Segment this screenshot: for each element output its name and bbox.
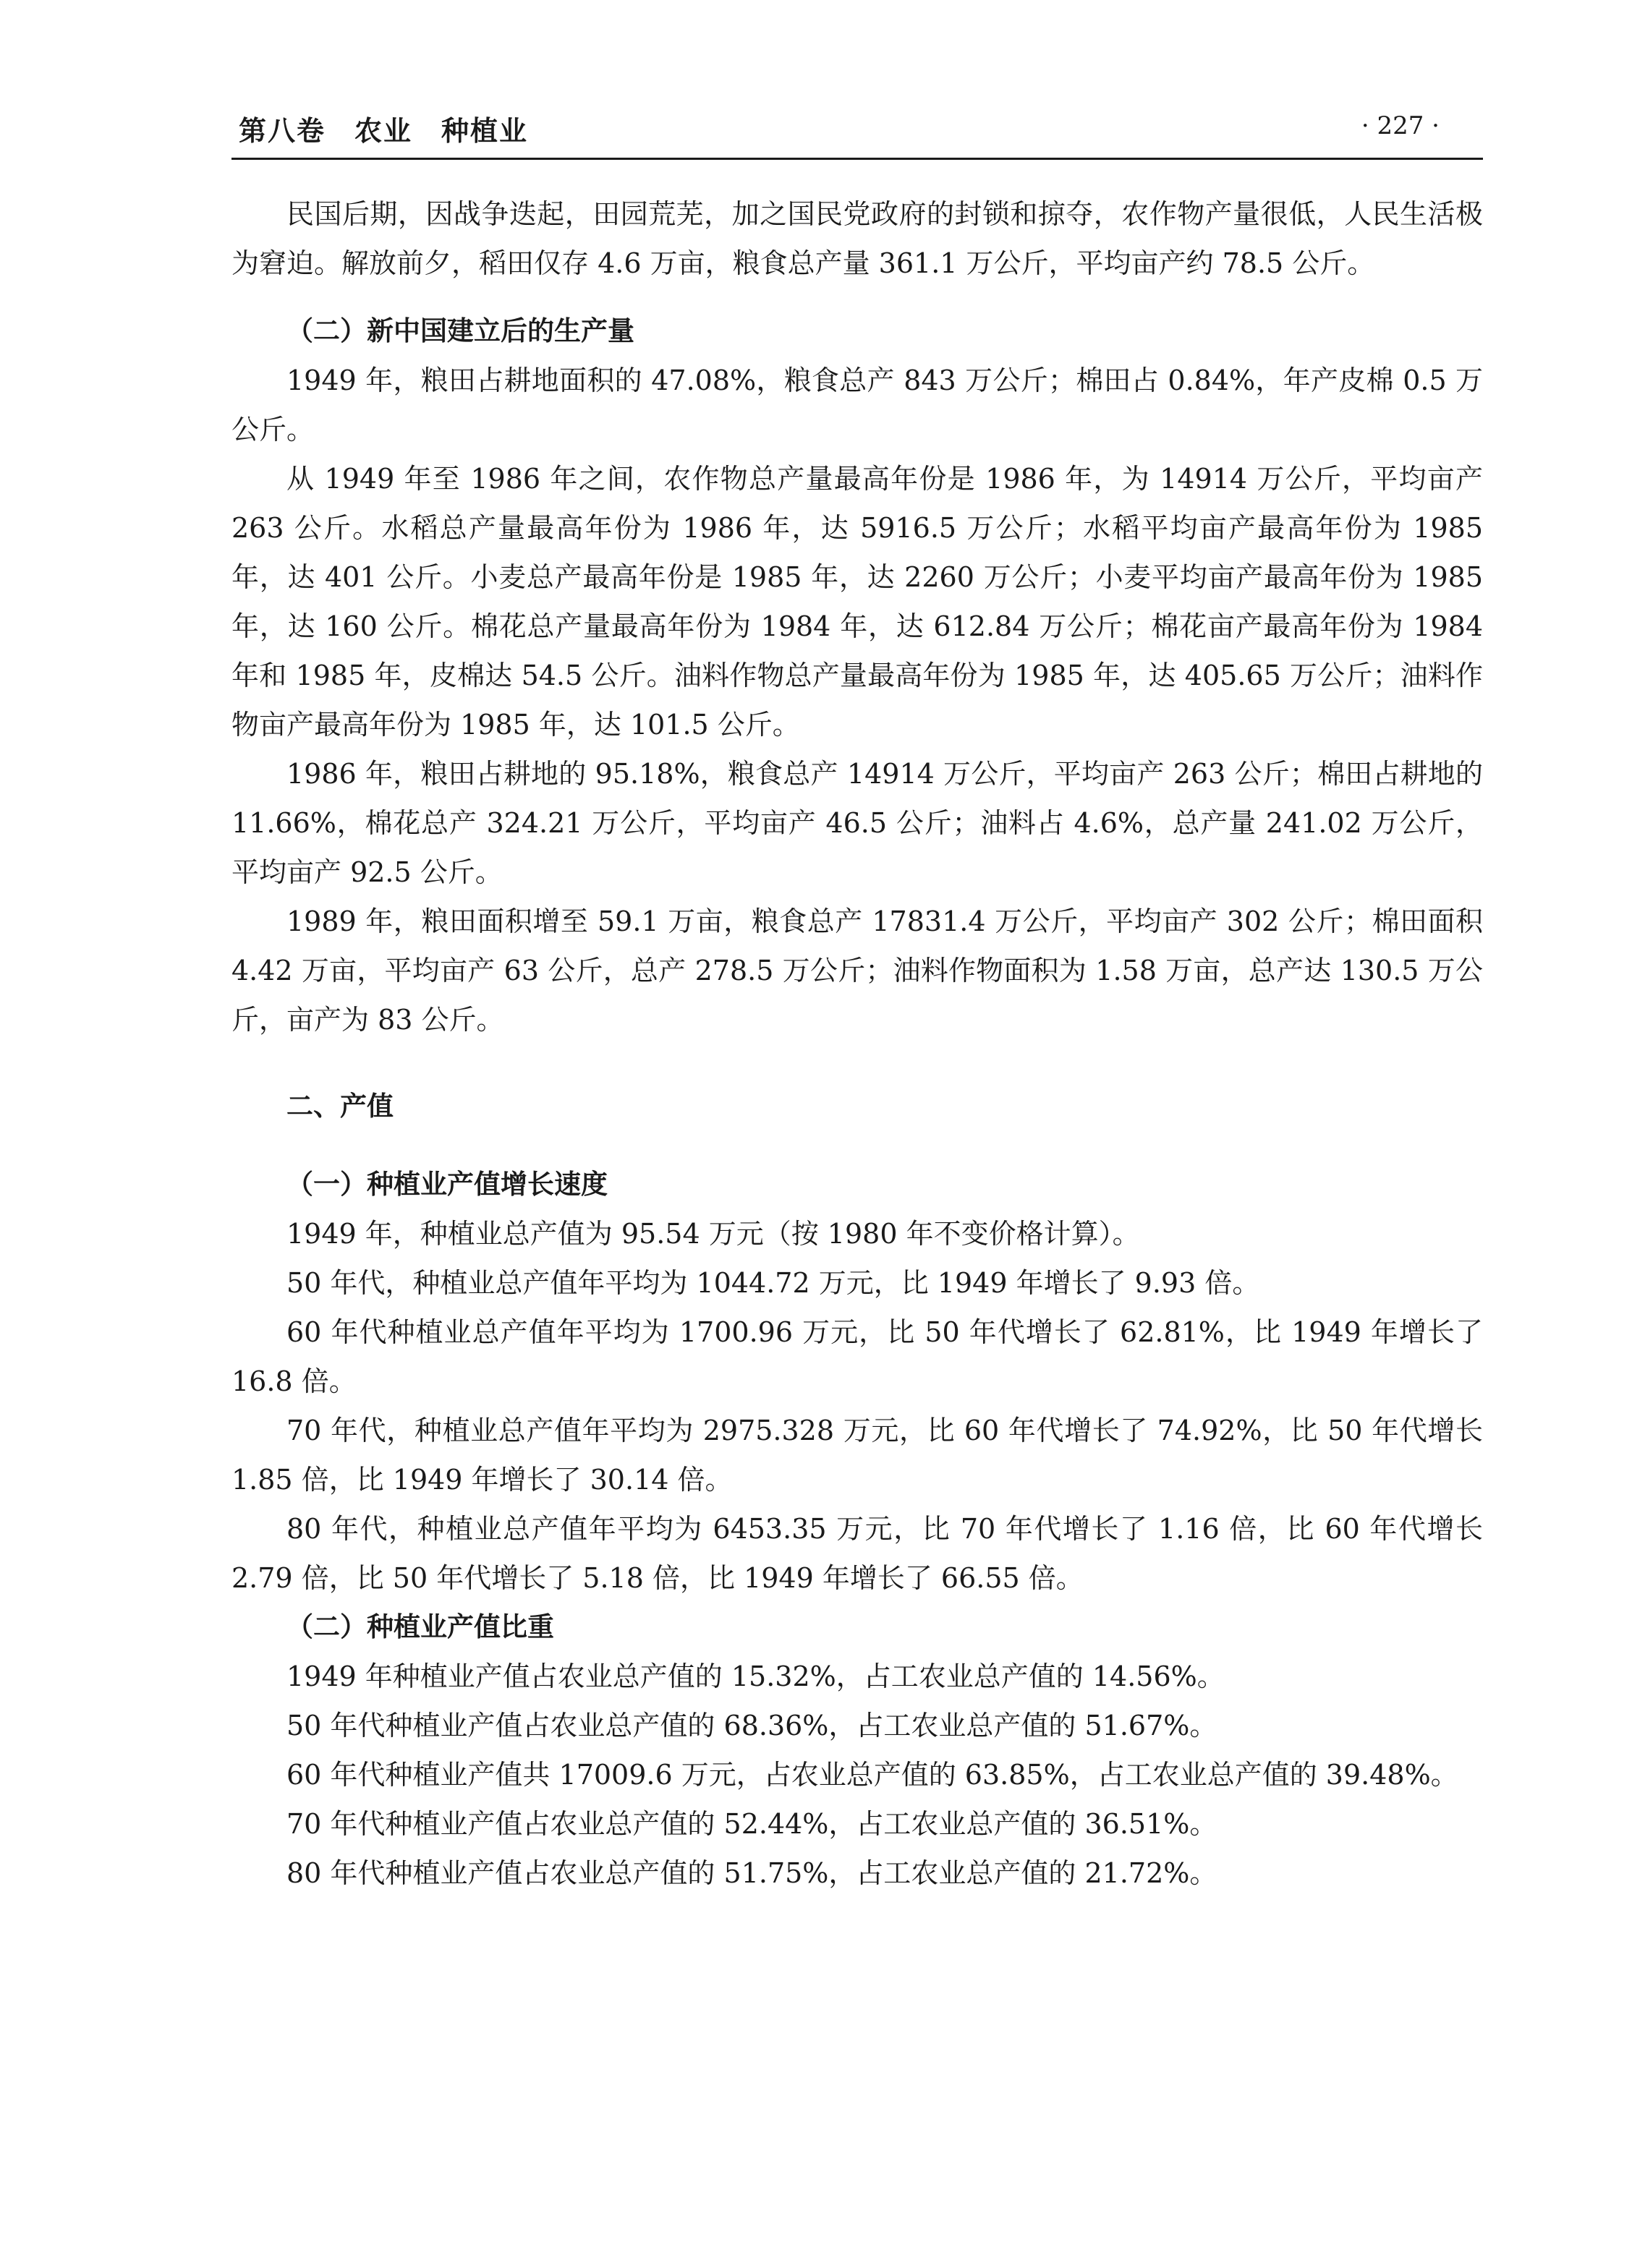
paragraph-share-1960s: 60 年代种植业产值共 17009.6 万元，占农业总产值的 63.85%，占工农业总产值的 39.48%。 (286, 1759, 1458, 1791)
paragraph-growth-1970s: 70 年代，种植业总产值年平均为 2975.328 万元，比 60 年代增长了 74.92%，比 50 年代增长 1.85 倍，比 1949 年增长了 30.14 倍。 (231, 1415, 1484, 1496)
paragraph-growth-1960s: 60 年代种植业总产值年平均为 1700.96 万元，比 50 年代增长了 62.81%，比 1949 年增长了 16.8 倍。 (231, 1316, 1483, 1397)
page-body (231, 189, 1483, 1898)
paragraph-share-1980s: 80 年代种植业产值占农业总产值的 51.75%，占工农业总产值的 21.72%。 (286, 1857, 1217, 1889)
page-header (239, 108, 1468, 155)
paragraph-1949-output: 1949 年，粮田占耕地面积的 47.08%，粮食总产 843 万公斤；棉田占 0.84%，年产皮棉 0.5 万公斤。 (231, 364, 1483, 446)
heading-growth-rate: （一）种植业产值增长速度 (286, 1169, 608, 1200)
paragraph-share-1970s: 70 年代种植业产值占农业总产值的 52.44%，占工农业总产值的 36.51%。 (286, 1808, 1217, 1840)
heading-output-value: 二、产值 (286, 1091, 394, 1122)
page-number: · 227 · (1361, 111, 1440, 140)
paragraph-share-1949: 1949 年种植业产值占农业总产值的 15.32%，占工农业总产值的 14.56%。 (286, 1660, 1225, 1692)
running-head-title: 第八卷 农业 种植业 (239, 115, 529, 147)
header-divider (231, 158, 1483, 160)
paragraph-growth-1980s: 80 年代，种植业总产值年平均为 6453.35 万元，比 70 年代增长了 1.16 倍，比 60 年代增长 2.79 倍，比 50 年代增长了 5.18 倍，比 1949 年增长了 66.55 倍。 (231, 1513, 1483, 1594)
heading-post-1949-output: （二）新中国建立后的生产量 (286, 315, 634, 346)
paragraph-late-republic: 民国后期，因战争迭起，田园荒芜，加之国民党政府的封锁和掠夺，农作物产量很低，人民生活极为窘迫。解放前夕，稻田仅存 4.6 万亩，粮食总产量 361.1 万公斤，平均亩产约 78.5 公斤。 (231, 198, 1483, 279)
paragraph-share-1950s: 50 年代种植业产值占农业总产值的 68.36%，占工农业总产值的 51.67%。 (286, 1710, 1217, 1742)
paragraph-1989-output: 1989 年，粮田面积增至 59.1 万亩，粮食总产 17831.4 万公斤，平均亩产 302 公斤；棉田面积 4.42 万亩，平均亩产 63 公斤，总产 278.5 万公斤；油料作物面积为 1.58 万亩，总产达 130.5 万公斤，亩产为 83 公斤。 (231, 905, 1483, 1036)
heading-value-share: （二）种植业产值比重 (286, 1611, 554, 1642)
paragraph-record-years: 从 1949 年至 1986 年之间，农作物总产量最高年份是 1986 年，为 14914 万公斤，平均亩产 263 公斤。水稻总产量最高年份为 1986 年，达 5916.5 万公斤；水稻平均亩产最高年份为 1985 年，达 401 公斤。小麦总产最高年份是 1985 年，达 2260 万公斤；小麦平均亩产最高年份为 1985 年，达 160 公斤。棉花总产量最高年份为 1984 年，达 612.84 万公斤；棉花亩产最高年份为 1984 年和 1985 年，皮棉达 54.5 公斤。油料作物总产量最高年份为 1985 年，达 405.65 万公斤；油料作物亩产最高年份为 1985 年，达 101.5 公斤。 (231, 463, 1483, 741)
paragraph-growth-1949: 1949 年，种植业总产值为 95.54 万元（按 1980 年不变价格计算）。 (286, 1218, 1140, 1250)
paragraph-1986-output: 1986 年，粮田占耕地的 95.18%，粮食总产 14914 万公斤，平均亩产 263 公斤；棉田占耕地的 11.66%，棉花总产 324.21 万公斤，平均亩产 46.5 公斤；油料占 4.6%，总产量 241.02 万公斤，平均亩产 92.5 公斤。 (231, 758, 1483, 888)
paragraph-growth-1950s: 50 年代，种植业总产值年平均为 1044.72 万元，比 1949 年增长了 9.93 倍。 (286, 1267, 1260, 1299)
